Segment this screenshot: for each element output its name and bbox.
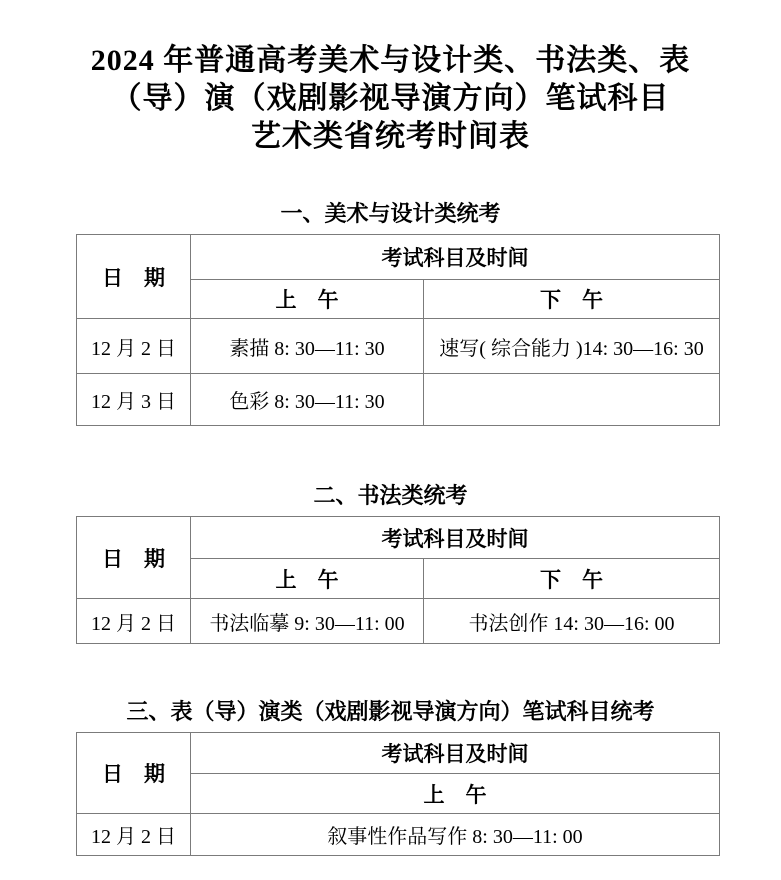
- table-row: [77, 814, 720, 856]
- date-cell: 12 月 2 日: [77, 599, 191, 644]
- calligraphy-exam-table: [76, 516, 720, 644]
- date-cell: 12 月 2 日: [77, 814, 191, 856]
- subject-time-header: 考试科目及时间: [191, 235, 720, 280]
- page-title-line-2: （导）演（戏剧影视导演方向）笔试科目: [111, 82, 670, 115]
- page-title-line-1: 2024 年普通高考美术与设计类、书法类、表: [90, 44, 691, 77]
- page-title: [0, 0, 781, 156]
- afternoon-exam-cell: 速写( 综合能力 )14: 30—16: 30: [424, 319, 720, 374]
- morning-exam-cell: 色彩 8: 30—11: 30: [191, 374, 424, 426]
- section-heading-art-design: 一、美术与设计类统考: [280, 201, 501, 226]
- table-row: [77, 374, 720, 426]
- subject-time-header: 考试科目及时间: [191, 733, 720, 774]
- table-row: [77, 599, 720, 644]
- morning-exam-cell: 叙事性作品写作 8: 30—11: 00: [191, 814, 720, 856]
- table-row: [77, 319, 720, 374]
- date-column-header: 日 期: [77, 733, 191, 814]
- afternoon-column-header: 下 午: [424, 280, 720, 319]
- morning-exam-cell: 素描 8: 30—11: 30: [191, 319, 424, 374]
- table-header-row: [77, 235, 720, 280]
- page-title-line-3: 艺术类省统考时间表: [251, 120, 530, 153]
- section-heading-performance-directing: 三、表（导）演类（戏剧影视导演方向）笔试科目统考: [126, 699, 655, 724]
- morning-column-header: 上 午: [191, 774, 720, 814]
- performance-directing-exam-table: [76, 732, 720, 856]
- art-design-exam-table: [76, 234, 720, 426]
- morning-column-header: 上 午: [191, 280, 424, 319]
- table-header-row: [77, 517, 720, 559]
- afternoon-exam-cell: [424, 374, 720, 426]
- table-header-row: [77, 733, 720, 774]
- morning-column-header: 上 午: [191, 559, 424, 599]
- date-cell: 12 月 3 日: [77, 374, 191, 426]
- date-column-header: 日 期: [77, 235, 191, 319]
- section-heading-calligraphy: 二、书法类统考: [313, 483, 468, 508]
- date-column-header: 日 期: [77, 517, 191, 599]
- subject-time-header: 考试科目及时间: [191, 517, 720, 559]
- morning-exam-cell: 书法临摹 9: 30—11: 00: [191, 599, 424, 644]
- afternoon-exam-cell: 书法创作 14: 30—16: 00: [424, 599, 720, 644]
- afternoon-column-header: 下 午: [424, 559, 720, 599]
- date-cell: 12 月 2 日: [77, 319, 191, 374]
